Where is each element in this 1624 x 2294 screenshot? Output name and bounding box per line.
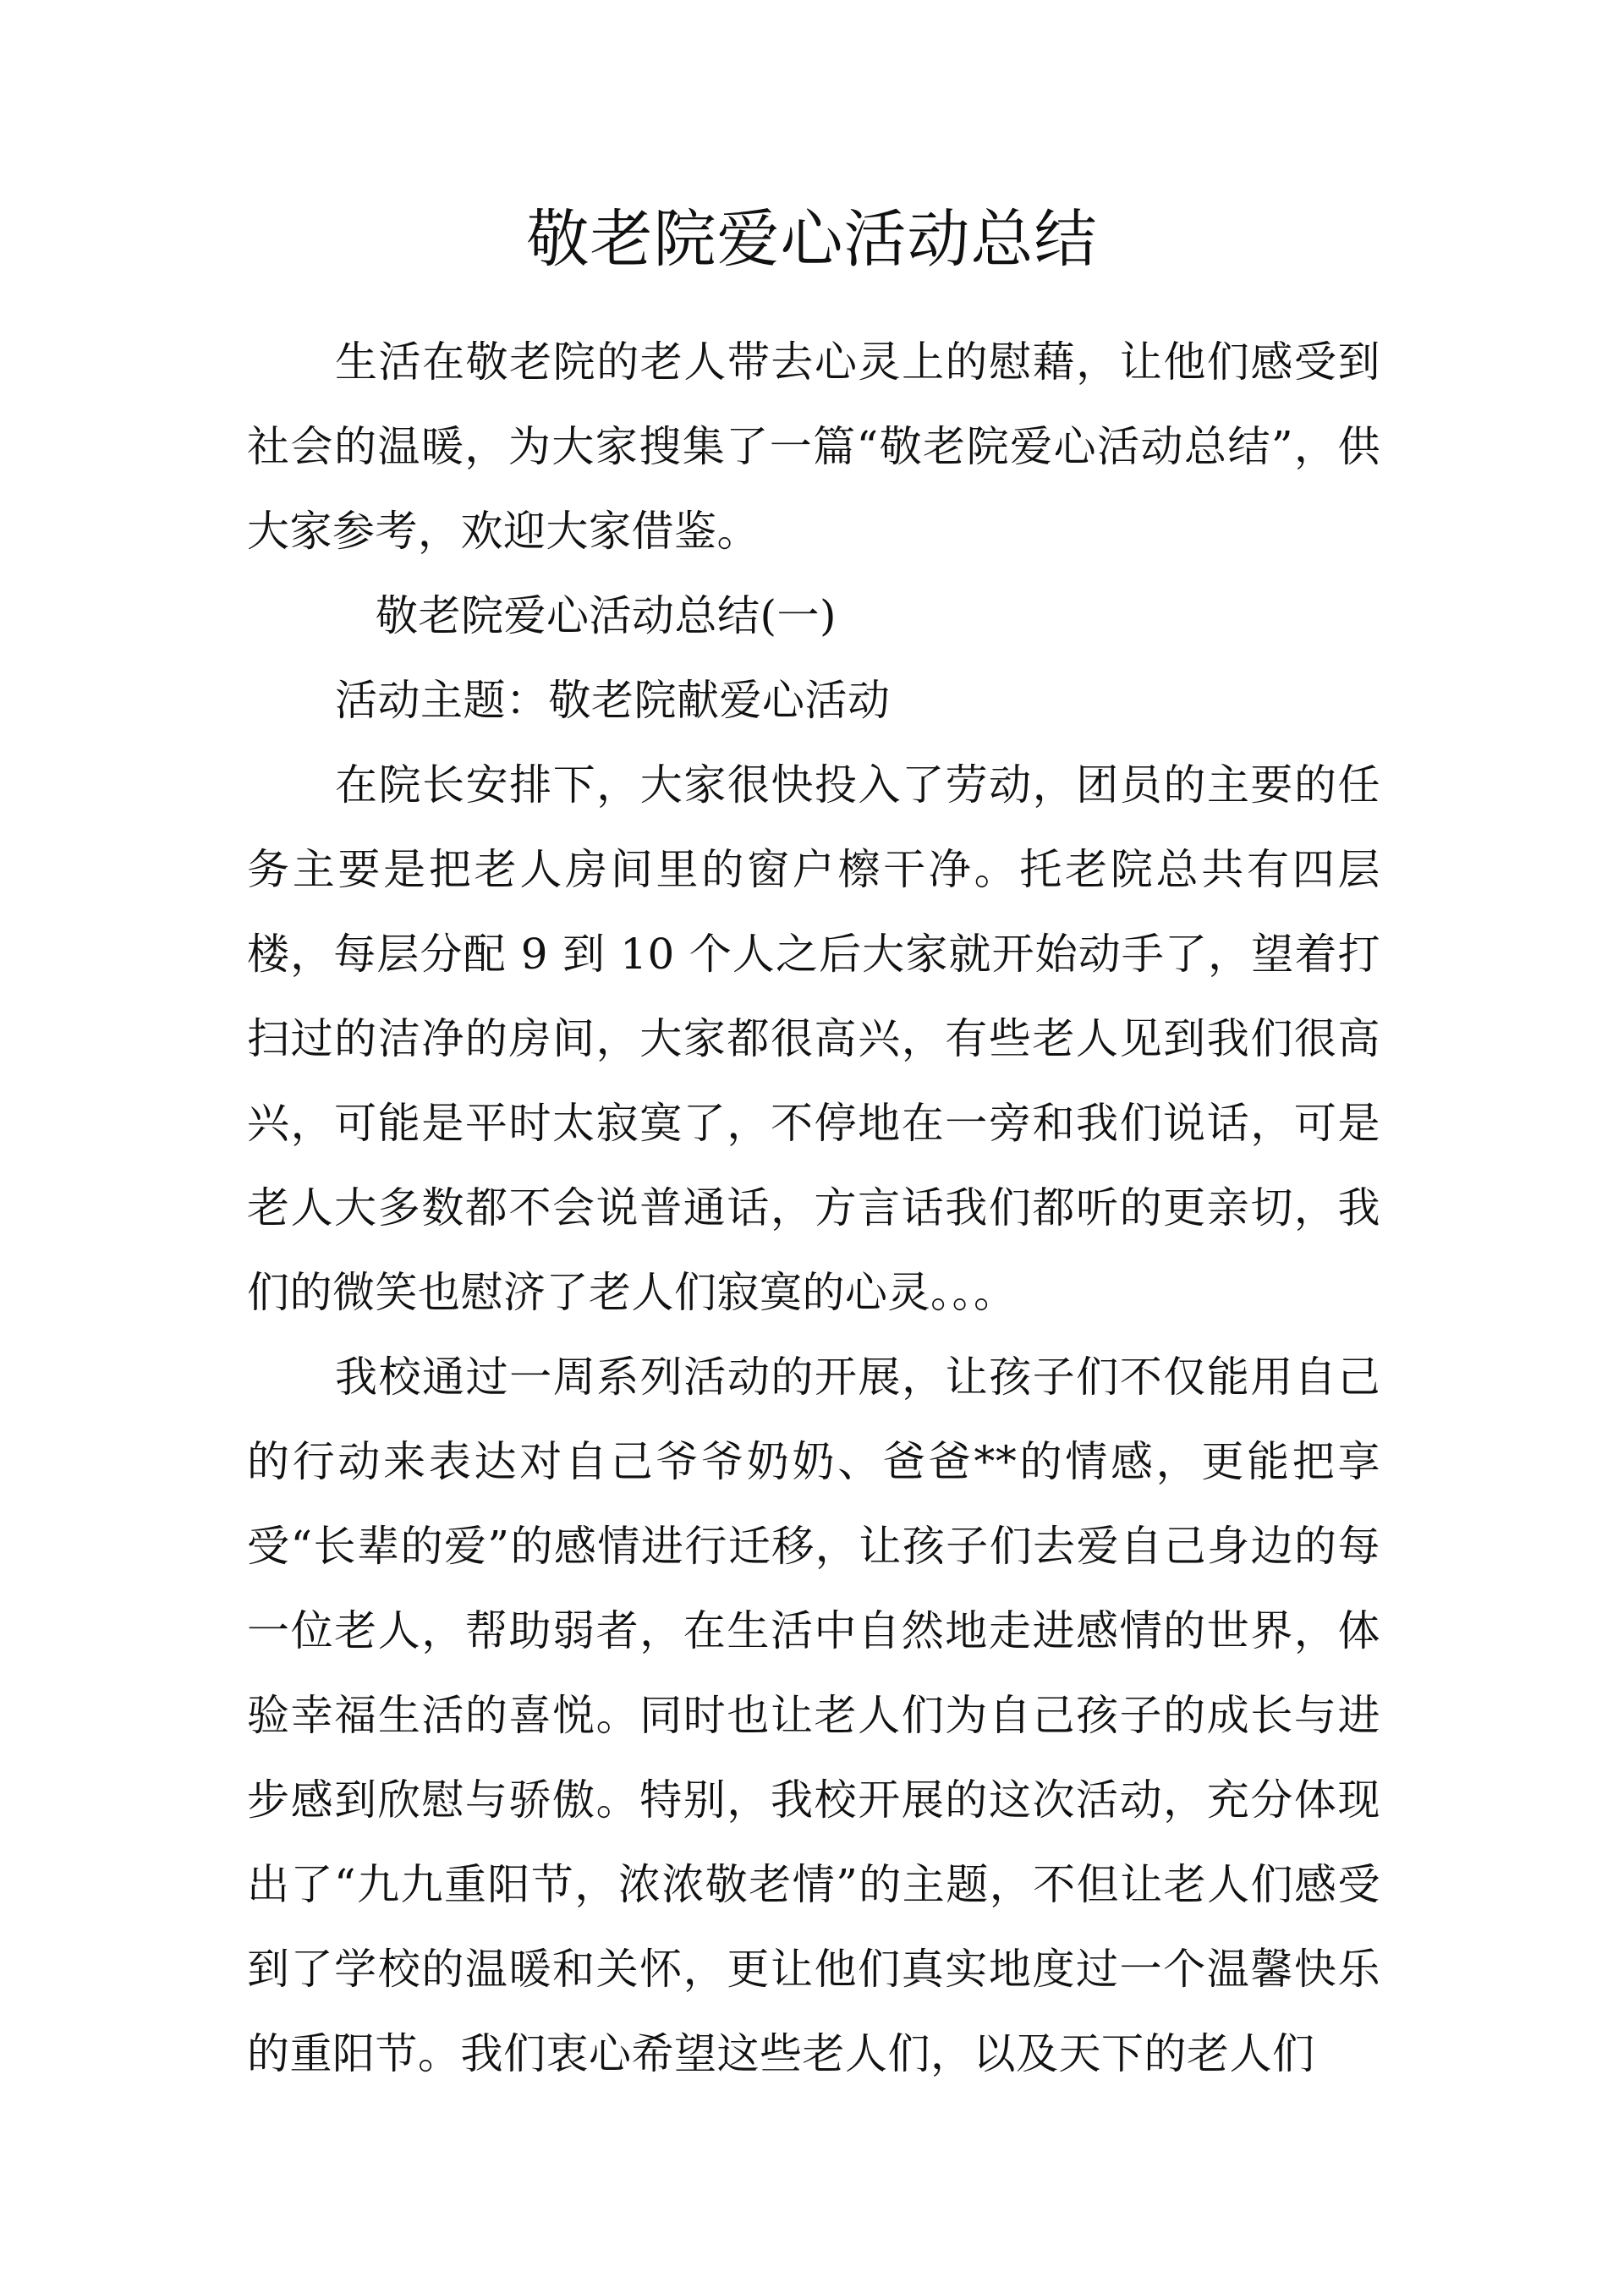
body-paragraph-2: 我校通过一周系列活动的开展，让孩子们不仅能用自己的行动来表达对自己爷爷奶奶、爸爸**的情感，更能把享受“长辈的爱”的感情进行迁移，让孩子们去爱自己身边的每一位老人，帮助弱者，在生活中自然地走进感情的世界，体验幸福生活的喜悦。同时也让老人们为自己孩子的成长与进步感到欣慰与骄傲。特别，我校开展的这次活动，充分体现出了“九九重阳节，浓浓敬老情”的主题，不但让老人们感受到了学校的温暖和关怀，更让他们真实地度过一个温馨快乐的重阳节。我们衷心希望这些老人们，以及天下的老人们 — [247, 1353, 1380, 2078]
section-subtitle: 敬老院爱心活动总结(一) — [376, 591, 837, 640]
document-title: 敬老院爱心活动总结 — [526, 203, 1098, 276]
activity-theme-line: 活动主题：敬老院献爱心活动 — [335, 676, 891, 725]
body-paragraph-1: 在院长安排下，大家很快投入了劳动，团员的主要的任务主要是把老人房间里的窗户檫干净。托老院总共有四层楼，每层分配 9 到 10 个人之后大家就开始动手了，望着打扫过的洁净的房间，大家都很高兴，有些老人见到我们很高兴，可能是平时太寂寞了，不停地在一旁和我们说话，可是老人大多数都不会说普通话，方言话我们都听的更亲切，我们的微笑也慰济了老人们寂寞的心灵。。。 — [247, 760, 1380, 1317]
intro-paragraph: 生活在敬老院的老人带去心灵上的慰藉，让他们感受到社会的温暖，为大家搜集了一篇“敬老院爱心活动总结”，供大家参考，欢迎大家借鉴。 — [247, 338, 1380, 556]
